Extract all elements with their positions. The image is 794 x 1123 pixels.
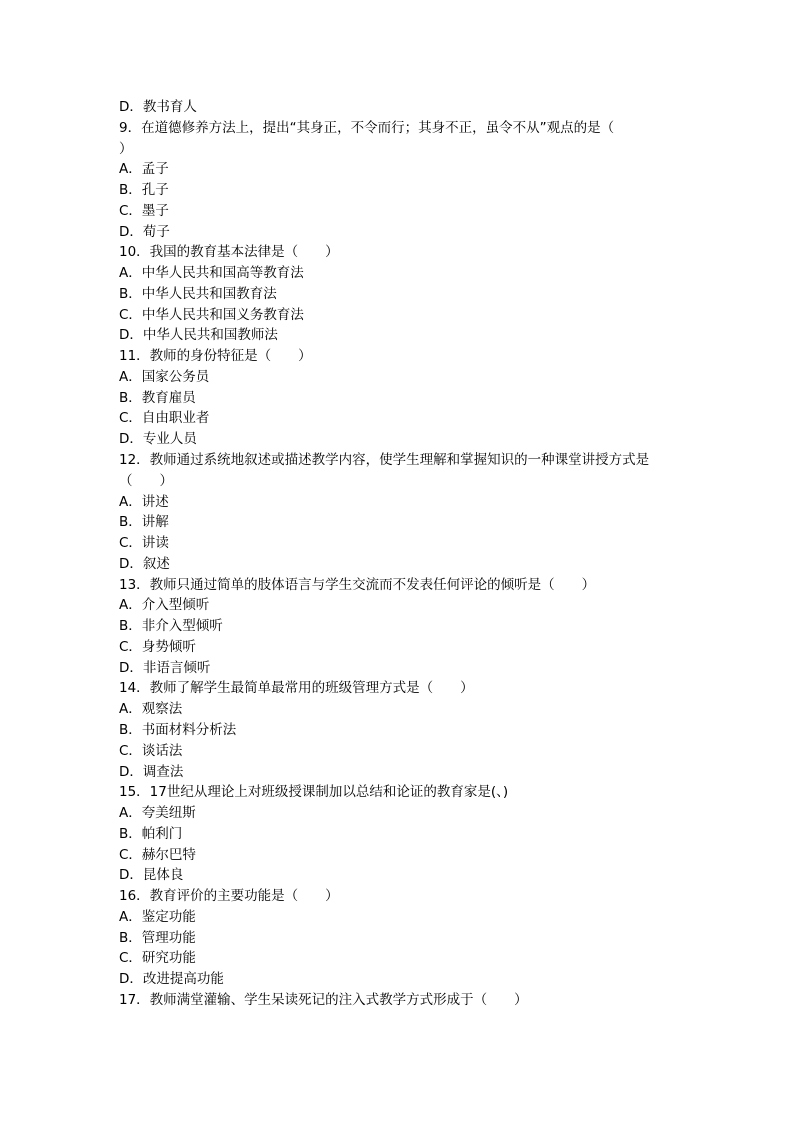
answer-option: A．介入型倾听 <box>119 597 210 614</box>
text-line: ） <box>119 140 133 157</box>
answer-option: A．孟子 <box>119 161 169 178</box>
answer-option: D．中华人民共和国教师法 <box>119 327 278 344</box>
answer-option: C．研究功能 <box>119 950 196 967</box>
answer-option: C．中华人民共和国义务教育法 <box>119 306 304 323</box>
document-page <box>119 97 689 1011</box>
answer-option: A．夸美纽斯 <box>119 805 196 822</box>
answer-option: C．墨子 <box>119 202 169 219</box>
answer-option: B．教育雇员 <box>119 389 196 406</box>
answer-option: A．讲述 <box>119 493 169 510</box>
answer-option: A．国家公务员 <box>119 368 210 385</box>
answer-option: B．帕利门 <box>119 825 183 842</box>
answer-option: D．教书育人 <box>119 99 197 115</box>
question-stem: 9．在道德修养方法上，提出“其身正，不令而行；其身不正，虽令不从”观点的是（ <box>119 119 615 136</box>
answer-option: A．观察法 <box>119 701 183 718</box>
answer-option: C．赫尔巴特 <box>119 846 196 863</box>
answer-option: B．讲解 <box>119 514 169 531</box>
answer-option: D．专业人员 <box>119 431 197 448</box>
question-stem: 13．教师只通过简单的肢体语言与学生交流而不发表任何评论的倾听是（ ） <box>119 576 596 593</box>
answer-option: B．中华人民共和国教育法 <box>119 285 277 302</box>
answer-option: D．荀子 <box>119 223 170 240</box>
answer-option: C．讲读 <box>119 535 169 552</box>
answer-option: D．昆体良 <box>119 867 184 884</box>
answer-option: D．调查法 <box>119 763 184 780</box>
answer-option: A．鉴定功能 <box>119 908 196 925</box>
answer-option: C．自由职业者 <box>119 410 210 427</box>
answer-option: D．改进提高功能 <box>119 971 224 988</box>
answer-option: D．叙述 <box>119 555 170 572</box>
question-stem: 17．教师满堂灌输、学生呆读死记的注入式教学方式形成于（ ） <box>119 991 528 1008</box>
question-stem: 11．教师的身份特征是（ ） <box>119 348 312 365</box>
question-stem: 16．教育评价的主要功能是（ ） <box>119 888 339 905</box>
question-stem: 14．教师了解学生最简单最常用的班级管理方式是（ ） <box>119 680 474 697</box>
answer-option: C．谈话法 <box>119 742 183 759</box>
answer-option: B．书面材料分析法 <box>119 721 237 738</box>
answer-option: B．管理功能 <box>119 929 196 946</box>
answer-option: C．身势倾听 <box>119 638 196 655</box>
answer-option: B．非介入型倾听 <box>119 618 223 635</box>
text-line: （ ） <box>119 472 173 489</box>
answer-option: A．中华人民共和国高等教育法 <box>119 265 304 282</box>
answer-option: D．非语言倾听 <box>119 659 211 676</box>
question-stem: 10．我国的教育基本法律是（ ） <box>119 244 339 261</box>
question-stem: 15．17世纪从理论上对班级授课制加以总结和论证的教育家是(、) <box>119 784 509 801</box>
answer-option: B．孔子 <box>119 182 169 199</box>
question-stem: 12．教师通过系统地叙述或描述教学内容，使学生理解和掌握知识的一种课堂讲授方式是 <box>119 452 650 469</box>
